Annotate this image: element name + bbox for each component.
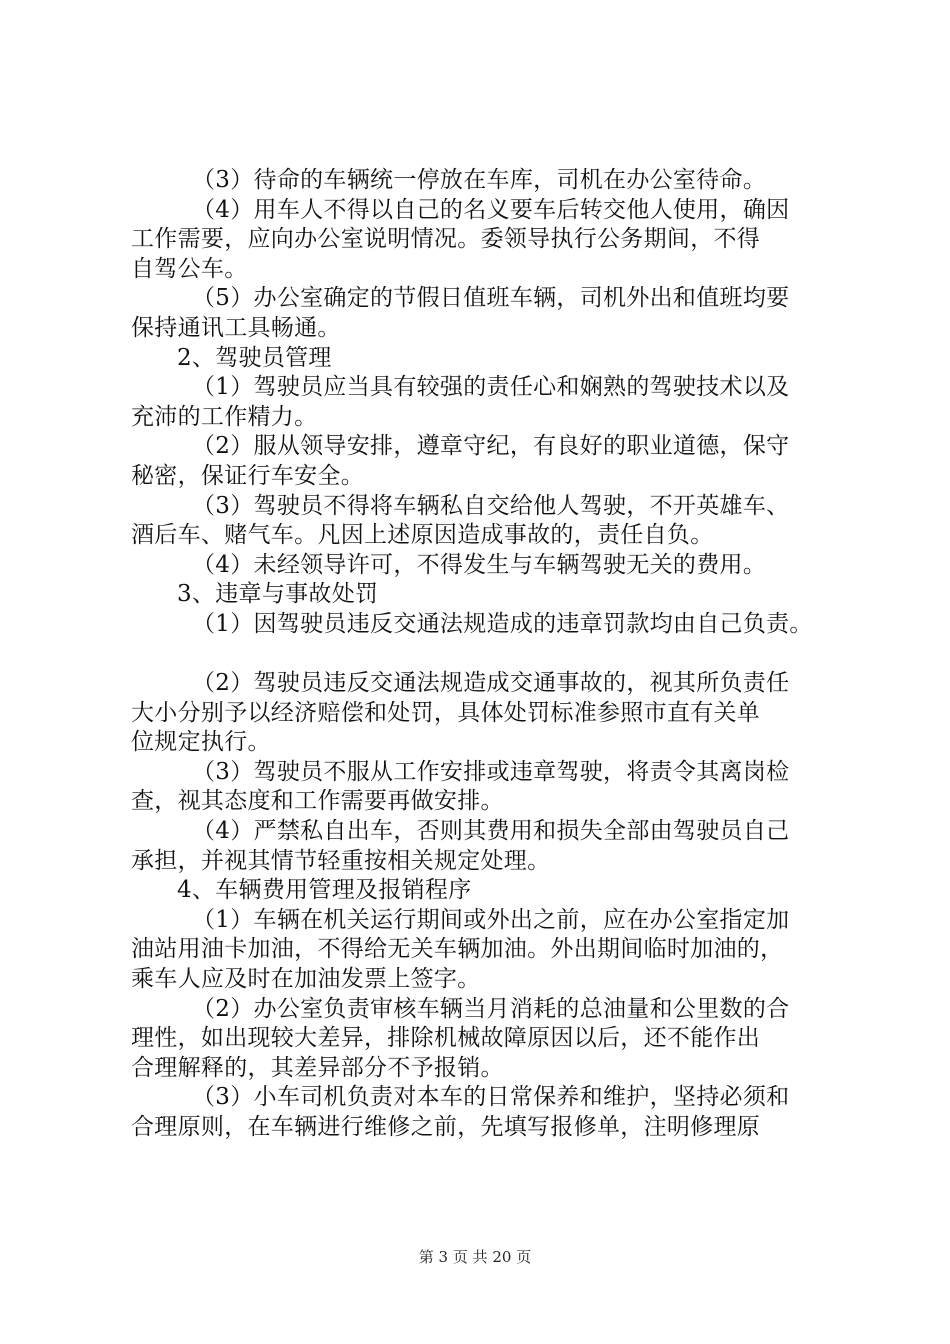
text-line: （1）车辆在机关运行期间或外出之前，应在办公室指定加: [192, 906, 790, 933]
text-line: 自驾公车。: [131, 255, 248, 282]
text-line: （5）办公室确定的节假日值班车辆，司机外出和值班均要: [192, 285, 790, 312]
document-body: [131, 166, 846, 1143]
text-line: （3）驾驶员不服从工作安排或违章驾驶，将责令其离岗检: [192, 758, 790, 785]
text-line: 酒后车、赌气车。凡因上述原因造成事故的，责任自负。: [131, 522, 714, 549]
text-line: （2）服从领导安排，遵章守纪，有良好的职业道德，保守: [192, 433, 790, 460]
text-line: 工作需要，应向办公室说明情况。委领导执行公务期间，不得: [131, 226, 761, 253]
text-line: （2）办公室负责审核车辆当月消耗的总油量和公里数的合: [192, 995, 790, 1022]
text-line: 理性，如出现较大差异，排除机械故障原因以后，还不能作出: [131, 1025, 761, 1052]
text-line: （3）待命的车辆统一停放在车库，司机在办公室待命。: [192, 167, 767, 193]
text-line: 合理原则，在车辆进行维修之前，先填写报修单，注明修理原: [131, 1114, 761, 1140]
text-line: （4）用车人不得以自己的名义要车后转交他人使用，确因: [192, 196, 790, 223]
text-line: 油站用油卡加油，不得给无关车辆加油。外出期间临时加油的，: [131, 936, 784, 963]
text-line: （1）因驾驶员违反交通法规造成的违章罚款均由自己负责。: [192, 610, 813, 637]
text-line: 大小分别予以经济赔偿和处罚，具体处罚标准参照市直有关单: [131, 699, 761, 726]
text-line: （3）小车司机负责对本车的日常保养和维护，坚持必须和: [192, 1084, 790, 1111]
text-line: （4）未经领导许可，不得发生与车辆驾驶无关的费用。: [192, 551, 767, 578]
text-line: 乘车人应及时在加油发票上签字。: [131, 966, 481, 993]
text-line: 3、违章与事故处罚: [177, 581, 379, 608]
text-line: 位规定执行。: [131, 729, 271, 756]
text-line: （2）驾驶员违反交通法规造成交通事故的，视其所负责任: [192, 670, 790, 697]
text-line: 查，视其态度和工作需要再做安排。: [131, 788, 504, 815]
text-line: （4）严禁私自出车，否则其费用和损失全部由驾驶员自己: [192, 818, 790, 845]
text-line: （1）驾驶员应当具有较强的责任心和娴熟的驾驶技术以及: [192, 374, 790, 401]
text-line: 秘密，保证行车安全。: [131, 462, 364, 489]
text-line: 合理解释的，其差异部分不予报销。: [131, 1054, 504, 1081]
text-line: 2、驾驶员管理: [177, 344, 332, 371]
text-line: 4、车辆费用管理及报销程序: [177, 877, 472, 904]
text-line: 保持通讯工具畅通。: [131, 314, 341, 341]
page-footer: 第 3 页 共 20 页: [418, 1248, 532, 1266]
text-line: 充沛的工作精力。: [131, 403, 318, 430]
text-line: （3）驾驶员不得将车辆私自交给他人驾驶，不开英雄车、: [192, 492, 790, 519]
blank-line: [131, 640, 846, 670]
text-line: 承担，并视其情节轻重按相关规定处理。: [131, 847, 551, 874]
